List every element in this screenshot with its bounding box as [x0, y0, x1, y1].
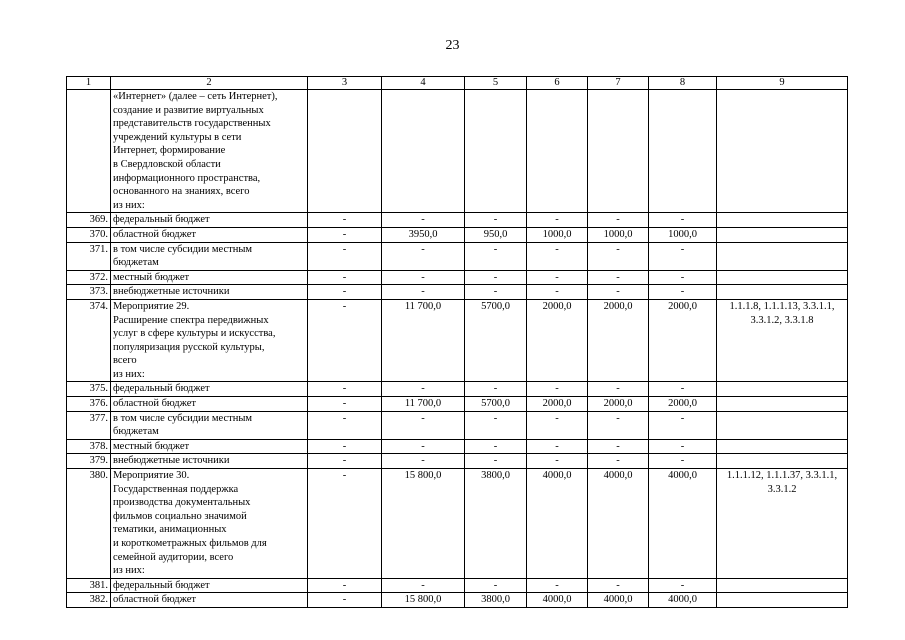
year-2-amount-cell: -: [527, 382, 588, 397]
total-amount-cell: 11 700,0: [382, 397, 465, 412]
header-cell-5: 5: [465, 77, 527, 90]
year-1-amount-cell: -: [465, 270, 527, 285]
target-indicator-ref-cell: [717, 411, 848, 439]
target-indicator-ref-cell: [717, 439, 848, 454]
year-3-amount-cell: [588, 90, 649, 213]
ref-line: 3.3.1.2: [767, 483, 797, 495]
description-line: федеральный бюджет: [113, 579, 210, 591]
source-cell: -: [308, 469, 382, 579]
table-row: [67, 299, 848, 382]
source-cell: -: [308, 578, 382, 593]
table-row: [67, 593, 848, 608]
description-cell: [111, 593, 308, 608]
year-4-amount-cell: -: [649, 439, 717, 454]
description-line: в том числе субсидии местным: [113, 412, 253, 424]
year-1-amount-cell: 5700,0: [465, 299, 527, 382]
ref-line: 1.1.1.12, 1.1.1.37, 3.3.1.1,: [726, 470, 838, 482]
description-line: фильмов социально значимой: [113, 510, 247, 522]
row-number-cell: 378.: [67, 439, 111, 454]
header-cell-7: 7: [588, 77, 649, 90]
description-line: внебюджетные источники: [113, 455, 230, 467]
description-line: областной бюджет: [113, 228, 196, 240]
description-line: областной бюджет: [113, 398, 196, 410]
year-1-amount-cell: 3800,0: [465, 469, 527, 579]
description-line: основанного на знаниях, всего: [113, 186, 250, 198]
year-1-amount-cell: -: [465, 382, 527, 397]
source-cell: -: [308, 285, 382, 300]
table-row: [67, 242, 848, 270]
row-number-cell: 370.: [67, 227, 111, 242]
row-number-cell: 380.: [67, 469, 111, 579]
row-number-cell: [67, 90, 111, 213]
header-cell-2: 2: [111, 77, 308, 90]
year-1-amount-cell: 5700,0: [465, 397, 527, 412]
target-indicator-ref-cell: [717, 213, 848, 228]
row-number-cell: 381.: [67, 578, 111, 593]
source-cell: -: [308, 299, 382, 382]
description-cell: [111, 454, 308, 469]
year-2-amount-cell: -: [527, 213, 588, 228]
table-row: [67, 578, 848, 593]
source-cell: -: [308, 242, 382, 270]
target-indicator-ref-cell: [717, 454, 848, 469]
source-cell: [308, 90, 382, 213]
table-row: [67, 439, 848, 454]
row-number-cell: 373.: [67, 285, 111, 300]
description-line: областной бюджет: [113, 594, 196, 606]
description-cell: [111, 382, 308, 397]
target-indicator-ref-cell: [717, 270, 848, 285]
source-cell: -: [308, 270, 382, 285]
year-3-amount-cell: -: [588, 270, 649, 285]
description-line: представительств государственных: [113, 118, 271, 130]
description-cell: [111, 90, 308, 213]
description-line: Мероприятие 29.: [113, 300, 190, 312]
year-4-amount-cell: [649, 90, 717, 213]
description-line: Расширение спектра передвижных: [113, 314, 269, 326]
header-cell-8: 8: [649, 77, 717, 90]
description-line: местный бюджет: [113, 271, 190, 283]
year-2-amount-cell: -: [527, 242, 588, 270]
description-cell: [111, 242, 308, 270]
target-indicator-ref-cell: [717, 285, 848, 300]
year-2-amount-cell: 2000,0: [527, 299, 588, 382]
year-4-amount-cell: -: [649, 411, 717, 439]
year-1-amount-cell: -: [465, 454, 527, 469]
year-4-amount-cell: -: [649, 270, 717, 285]
description-line: тематики, анимационных: [113, 524, 227, 536]
table-row: [67, 469, 848, 579]
total-amount-cell: -: [382, 270, 465, 285]
description-cell: [111, 411, 308, 439]
target-indicator-ref-cell: [717, 397, 848, 412]
description-line: всего: [113, 355, 137, 367]
budget-table: [66, 76, 848, 608]
row-number-cell: 371.: [67, 242, 111, 270]
source-cell: -: [308, 411, 382, 439]
description-cell: [111, 578, 308, 593]
target-indicator-ref-cell: [717, 299, 848, 382]
year-4-amount-cell: 2000,0: [649, 299, 717, 382]
total-amount-cell: 15 800,0: [382, 593, 465, 608]
row-number-cell: 382.: [67, 593, 111, 608]
description-line: популяризация русской культуры,: [113, 341, 265, 353]
header-cell-9: 9: [717, 77, 848, 90]
description-cell: [111, 299, 308, 382]
total-amount-cell: 15 800,0: [382, 469, 465, 579]
row-number-cell: 372.: [67, 270, 111, 285]
target-indicator-ref-cell: [717, 578, 848, 593]
table-row: [67, 411, 848, 439]
year-3-amount-cell: -: [588, 578, 649, 593]
year-3-amount-cell: -: [588, 242, 649, 270]
header-cell-1: 1: [67, 77, 111, 90]
year-2-amount-cell: 1000,0: [527, 227, 588, 242]
year-2-amount-cell: [527, 90, 588, 213]
year-4-amount-cell: -: [649, 382, 717, 397]
description-line: федеральный бюджет: [113, 383, 210, 395]
year-4-amount-cell: -: [649, 242, 717, 270]
table-row: [67, 270, 848, 285]
row-number-cell: 369.: [67, 213, 111, 228]
description-cell: [111, 285, 308, 300]
table-row: [67, 227, 848, 242]
table-row: [67, 90, 848, 213]
description-line: информационного пространства,: [113, 172, 261, 184]
description-cell: [111, 227, 308, 242]
description-line: из них:: [113, 199, 145, 211]
year-2-amount-cell: -: [527, 454, 588, 469]
description-cell: [111, 213, 308, 228]
year-4-amount-cell: -: [649, 285, 717, 300]
year-2-amount-cell: -: [527, 578, 588, 593]
source-cell: -: [308, 454, 382, 469]
year-3-amount-cell: 1000,0: [588, 227, 649, 242]
year-2-amount-cell: 4000,0: [527, 469, 588, 579]
description-line: Интернет, формирование: [113, 145, 226, 157]
year-3-amount-cell: 4000,0: [588, 469, 649, 579]
year-3-amount-cell: -: [588, 285, 649, 300]
total-amount-cell: 11 700,0: [382, 299, 465, 382]
ref-line: 1.1.1.8, 1.1.1.13, 3.3.1.1,: [729, 300, 835, 312]
year-4-amount-cell: 2000,0: [649, 397, 717, 412]
total-amount-cell: -: [382, 382, 465, 397]
year-2-amount-cell: -: [527, 270, 588, 285]
year-2-amount-cell: -: [527, 411, 588, 439]
year-3-amount-cell: 4000,0: [588, 593, 649, 608]
description-line: бюджетам: [113, 257, 159, 269]
row-number-cell: 374.: [67, 299, 111, 382]
description-line: из них:: [113, 368, 145, 380]
table-row: [67, 285, 848, 300]
description-cell: [111, 270, 308, 285]
description-line: в том числе субсидии местным: [113, 243, 253, 255]
row-number-cell: 376.: [67, 397, 111, 412]
description-line: производства документальных: [113, 497, 251, 509]
description-line: семейной аудитории, всего: [113, 551, 234, 563]
description-line: бюджетам: [113, 426, 159, 438]
year-3-amount-cell: -: [588, 213, 649, 228]
target-indicator-ref-cell: [717, 90, 848, 213]
row-number-cell: 375.: [67, 382, 111, 397]
description-line: Мероприятие 30.: [113, 470, 190, 482]
page-number: 23: [445, 38, 460, 53]
total-amount-cell: -: [382, 242, 465, 270]
description-line: услуг в сфере культуры и искусства,: [113, 328, 276, 340]
ref-line: 3.3.1.2, 3.3.1.8: [750, 314, 814, 326]
description-line: учреждений культуры в сети: [113, 131, 242, 143]
description-line: и короткометражных фильмов для: [113, 538, 267, 549]
year-1-amount-cell: -: [465, 285, 527, 300]
year-1-amount-cell: [465, 90, 527, 213]
source-cell: -: [308, 213, 382, 228]
year-1-amount-cell: -: [465, 439, 527, 454]
year-1-amount-cell: -: [465, 242, 527, 270]
table-row: [67, 397, 848, 412]
header-row: [67, 77, 848, 90]
target-indicator-ref-cell: [717, 242, 848, 270]
year-3-amount-cell: 2000,0: [588, 299, 649, 382]
year-2-amount-cell: -: [527, 285, 588, 300]
total-amount-cell: 3950,0: [382, 227, 465, 242]
year-1-amount-cell: 3800,0: [465, 593, 527, 608]
description-cell: [111, 469, 308, 579]
year-1-amount-cell: -: [465, 213, 527, 228]
year-3-amount-cell: -: [588, 382, 649, 397]
description-line: в Свердловской области: [113, 158, 221, 170]
year-1-amount-cell: -: [465, 411, 527, 439]
total-amount-cell: -: [382, 213, 465, 228]
year-1-amount-cell: 950,0: [465, 227, 527, 242]
total-amount-cell: -: [382, 285, 465, 300]
year-2-amount-cell: -: [527, 439, 588, 454]
year-3-amount-cell: -: [588, 439, 649, 454]
year-4-amount-cell: -: [649, 578, 717, 593]
total-amount-cell: -: [382, 411, 465, 439]
year-2-amount-cell: 4000,0: [527, 593, 588, 608]
year-2-amount-cell: 2000,0: [527, 397, 588, 412]
source-cell: -: [308, 593, 382, 608]
table-row: [67, 213, 848, 228]
description-line: местный бюджет: [113, 440, 190, 452]
year-3-amount-cell: -: [588, 454, 649, 469]
total-amount-cell: -: [382, 439, 465, 454]
total-amount-cell: -: [382, 578, 465, 593]
source-cell: -: [308, 397, 382, 412]
total-amount-cell: -: [382, 454, 465, 469]
description-line: внебюджетные источники: [113, 286, 230, 298]
row-number-cell: 379.: [67, 454, 111, 469]
year-3-amount-cell: -: [588, 411, 649, 439]
description-line: федеральный бюджет: [113, 214, 210, 226]
description-line: из них:: [113, 565, 145, 577]
year-1-amount-cell: -: [465, 578, 527, 593]
target-indicator-ref-cell: [717, 382, 848, 397]
table-row: [67, 382, 848, 397]
target-indicator-ref-cell: [717, 593, 848, 608]
target-indicator-ref-cell: [717, 469, 848, 579]
header-cell-6: 6: [527, 77, 588, 90]
year-4-amount-cell: -: [649, 454, 717, 469]
year-4-amount-cell: -: [649, 213, 717, 228]
source-cell: -: [308, 439, 382, 454]
total-amount-cell: [382, 90, 465, 213]
header-cell-3: 3: [308, 77, 382, 90]
description-line: Государственная поддержка: [113, 483, 239, 495]
description-cell: [111, 439, 308, 454]
target-indicator-ref-cell: [717, 227, 848, 242]
row-number-cell: 377.: [67, 411, 111, 439]
description-line: «Интернет» (далее – сеть Интернет),: [113, 91, 278, 102]
header-cell-4: 4: [382, 77, 465, 90]
description-line: создание и развитие виртуальных: [113, 104, 264, 116]
year-4-amount-cell: 1000,0: [649, 227, 717, 242]
year-3-amount-cell: 2000,0: [588, 397, 649, 412]
table-row: [67, 454, 848, 469]
description-cell: [111, 397, 308, 412]
source-cell: -: [308, 382, 382, 397]
year-4-amount-cell: 4000,0: [649, 593, 717, 608]
source-cell: -: [308, 227, 382, 242]
year-4-amount-cell: 4000,0: [649, 469, 717, 579]
